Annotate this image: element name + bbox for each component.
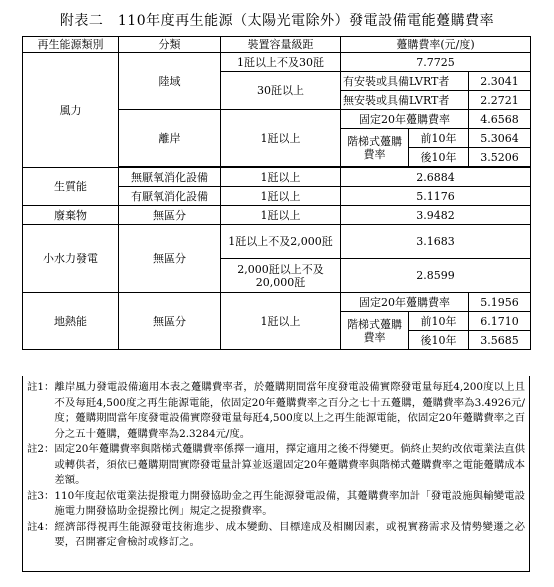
- biomass-no-ad-label: 無厭氧消化設備: [119, 168, 221, 187]
- geothermal-first10-label: 前10年: [409, 312, 469, 331]
- hydro-cap1: 1瓩以上不及2,000瓩: [221, 225, 341, 259]
- table-header-row: [23, 37, 531, 53]
- rate-table: [22, 36, 531, 350]
- header-rate: 躉購費率(元/度): [341, 37, 531, 53]
- biomass-no-ad-cap: 1瓩以上: [221, 168, 341, 187]
- geothermal-tiered-label: 階梯式躉購費率: [341, 312, 409, 350]
- note-item: [27, 489, 525, 520]
- wind-lvrt-yes-rate: 2.3041: [469, 72, 531, 91]
- geothermal-sub: 無區分: [119, 293, 221, 350]
- wind-fixed20-rate: 4.6568: [469, 110, 531, 129]
- wind-last10-label: 後10年: [409, 148, 469, 167]
- header-category: 再生能源類別: [23, 37, 119, 53]
- geothermal-cap: 1瓩以上: [221, 293, 341, 350]
- hydro-rate1: 3.1683: [341, 225, 531, 259]
- biomass-with-ad-cap: 1瓩以上: [221, 187, 341, 206]
- waste-sub: 無區分: [119, 206, 221, 225]
- geothermal-label: 地熱能: [23, 293, 119, 350]
- hydro-cap2: 2,000瓩以上不及20,000瓩: [221, 259, 341, 293]
- wind-lvrt-yes-label: 有安裝或具備LVRT者: [341, 72, 469, 91]
- wind-last10-rate: 3.5206: [469, 148, 531, 167]
- table-row: [23, 225, 531, 259]
- biomass-with-ad-label: 有厭氧消化設備: [119, 187, 221, 206]
- geothermal-fixed20-label: 固定20年躉購費率: [341, 293, 469, 312]
- note-text: 固定20年躉購費率與階梯式躉購費率係擇一適用，擇定適用之後不得變更。倘終止契約改依電業法直供或轉供者，須依已躉購期間實際發電量計算並返還固定20年躉購費率與階梯式躉購費率之電能躉購成本差額。: [54, 443, 525, 486]
- wind-lvrt-no-rate: 2.2721: [469, 91, 531, 110]
- wind-label: 風力: [23, 53, 119, 168]
- table-row: [23, 206, 531, 225]
- biomass-no-ad-rate: 2.6884: [341, 168, 531, 187]
- geothermal-last10-label: 後10年: [409, 331, 469, 350]
- wind-onshore-small-cap: 1瓩以上不及30瓩: [221, 53, 341, 72]
- note-label: 註2：: [27, 443, 55, 455]
- wind-onshore-small-rate: 7.7725: [341, 53, 531, 72]
- geothermal-first10-rate: 6.1710: [469, 312, 531, 331]
- note-item: [27, 520, 525, 551]
- waste-cap: 1瓩以上: [221, 206, 341, 225]
- wind-fixed20-label: 固定20年躉購費率: [341, 110, 469, 129]
- table-row: [23, 168, 531, 187]
- note-text: 110年度起依電業法提撥電力開發協助金之再生能源發電設備，其躉購費率加計「發電設施與輸變電設施電力開發協助金提撥比例」規定之提撥費率。: [54, 489, 525, 517]
- geothermal-last10-rate: 3.5685: [469, 331, 531, 350]
- note-label: 註4：: [27, 520, 55, 533]
- table-row: [23, 53, 531, 72]
- header-subcategory: 分類: [119, 37, 221, 53]
- header-capacity: 裝置容量級距: [221, 37, 341, 53]
- geothermal-fixed20-rate: 5.1956: [469, 293, 531, 312]
- biomass-label: 生質能: [23, 168, 119, 206]
- waste-label: 廢棄物: [23, 206, 119, 225]
- note-text: 經濟部得視再生能源發電技術進步、成本變動、目標達成及相關因素，或視實務需求及情勢變遷之必要，召開審定會檢討或修訂之。: [54, 520, 525, 548]
- wind-offshore-cap: 1瓩以上: [221, 110, 341, 167]
- wind-onshore-label: 陸域: [119, 53, 221, 110]
- table-row: [23, 293, 531, 312]
- wind-tiered-label: 階梯式躉購費率: [341, 129, 409, 167]
- wind-first10-rate: 5.3064: [469, 129, 531, 148]
- document-title: 附表二 110年度再生能源（太陽光電除外）發電設備電能躉購費率: [59, 13, 495, 29]
- note-label: 註1：: [27, 381, 55, 393]
- biomass-with-ad-rate: 5.1176: [341, 187, 531, 206]
- note-text: 離岸風力發電設備適用本表之躉購費率者，於躉購期間當年度發電設備實際發電量每瓩4,200度以上且不及每瓩4,500度之再生能源電能，依固定20年躉購費率之百分之七十五躉購，躉購費率為3.4926元/度；躉購期間當年度發電設備實際發電量每瓩4,500度以上之再生能源電能，依固定20年躉購費率之百分之五十躉購，躉購費率為2.3284元/度。: [54, 381, 525, 440]
- wind-lvrt-no-label: 無安裝或具備LVRT者: [341, 91, 469, 110]
- hydro-rate2: 2.8599: [341, 259, 531, 293]
- waste-rate: 3.9482: [341, 206, 531, 225]
- hydro-sub: 無區分: [119, 225, 221, 293]
- hydro-label: 小水力發電: [23, 225, 119, 293]
- wind-onshore-large-cap: 30瓩以上: [221, 72, 341, 110]
- note-item: [27, 380, 525, 442]
- note-label: 註3：: [27, 489, 55, 502]
- wind-offshore-label: 離岸: [119, 110, 221, 167]
- note-item: [27, 442, 525, 489]
- notes-section: [22, 376, 530, 572]
- wind-first10-label: 前10年: [409, 129, 469, 148]
